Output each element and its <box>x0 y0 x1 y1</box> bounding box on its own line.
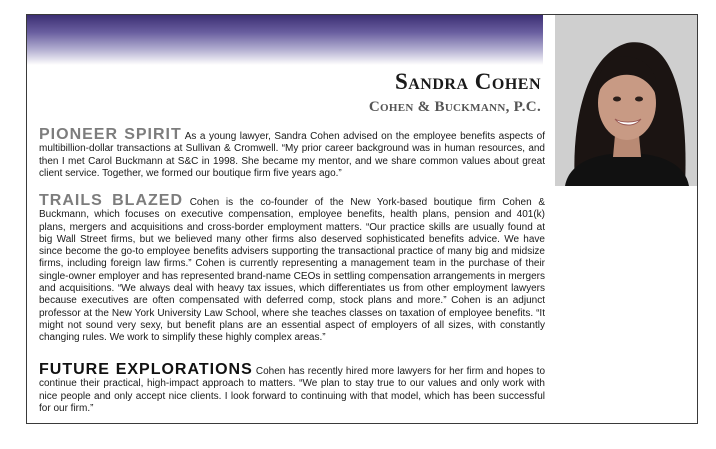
section-body: Cohen has recently hired more lawyers for her firm and hopes to continue their practical, high-impact approach to matters. “We plan to stay true to our values and only work with nice people and only accept nice clients. I look forward to continuing with that model, which has been successful for our firm.” <box>39 366 546 414</box>
section-heading: TRAILS BLAZED <box>39 192 184 209</box>
section-trails-blazed <box>39 192 546 345</box>
person-name: Sandra Cohen <box>394 69 541 94</box>
header-gradient-band <box>27 15 543 65</box>
firm-name: Cohen & Buckmann, P.C. <box>368 99 541 115</box>
section-body: As a young lawyer, Sandra Cohen advised on the employee benefits aspects of multibillion-dollar transactions at Sullivan & Cromwell. “My prior career background was in human resources, and then I met Carol Buckmann at S&C in 1998. She became my mentor, and we share common values about great client service. Together, we formed our boutique firm five years ago.” <box>39 131 545 179</box>
portrait-icon <box>555 15 698 186</box>
profile-card <box>26 14 698 424</box>
portrait-photo <box>555 15 698 186</box>
section-future-explorations <box>39 361 546 415</box>
section-heading: PIONEER SPIRIT <box>39 126 182 143</box>
section-pioneer-spirit <box>39 126 545 180</box>
section-body: Cohen is the co-founder of the New York-based boutique firm Cohen & Buckmann, which focuses on executive compensation, employee benefits, health plans, pension and 401(k) plans, mergers and acquisitions and cross-border employment matters. “Our practice skills are usually found at big Wall Street firms, but we believed many other firms also deserved sophisticated benefits advice. We have since become the go-to employee benefits advisers supporting the transactional practice of many big and midsize firms, including foreign law firms.” Cohen is currently representing a management team in the purchase of their single-owner employer and has represented brand-name CEOs in settling compensation arrangements in mergers and acquisitions. “We always deal with heavy tax issues, which differentiates us from other employment lawyers because executives are often compensated with deferred comp, stock plans and more.” Cohen is an adjunct professor at the New York University Law School, where she teaches classes on taxation of employee benefits. “It might not sound very sexy, but benefit plans are an essential aspect of employers of all sizes, with constantly changing rules. We work to simplify these highly complex areas.” <box>39 197 546 344</box>
section-heading: FUTURE EXPLORATIONS <box>39 361 253 378</box>
